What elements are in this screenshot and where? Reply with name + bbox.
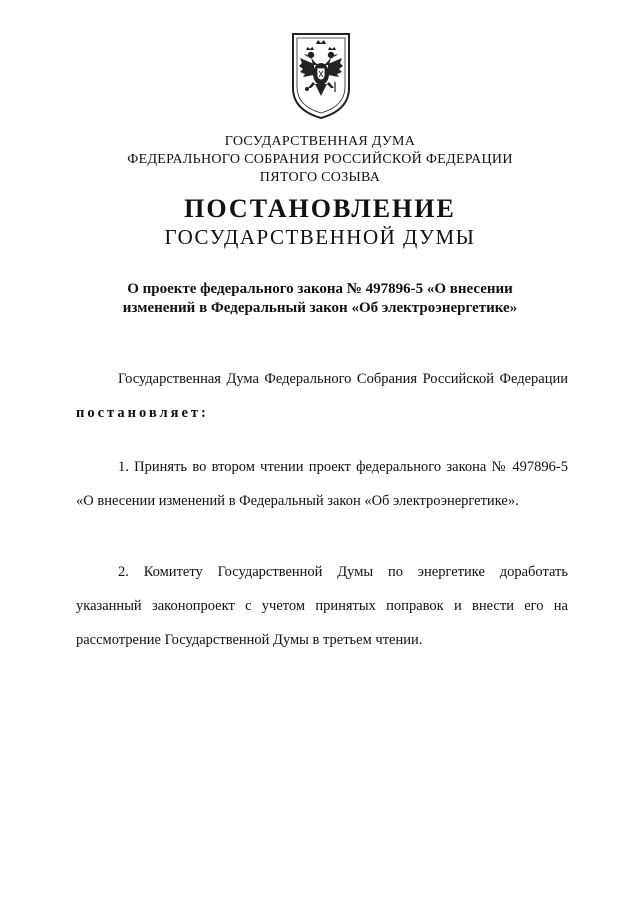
subject-line-2: изменений в Федеральный закон «Об электроэнергетике» (122, 300, 518, 316)
item-2-paragraph: 2. Комитету Государственной Думы по энергетике доработать указанный законопроект с учетом принятых поправок и внести его на рассмотрение Государственной Думы в третьем чтении. (76, 564, 568, 648)
item-1-paragraph: 1. Принять во втором чтении проект федерального закона № 497896-5 «О внесении изменений в Федеральный закон «Об электроэнергетике». (76, 459, 568, 509)
subject-line-1: О проекте федерального закона № 497896-5 «О внесении (127, 281, 513, 297)
document-title: ПОСТАНОВЛЕНИЕ (184, 194, 456, 223)
header-line-3: ПЯТОГО СОЗЫВА (259, 170, 381, 185)
preamble-paragraph (76, 362, 568, 430)
header-line-2: ФЕДЕРАЛЬНОГО СОБРАНИЯ РОССИЙСКОЙ ФЕДЕРАЦИИ (127, 152, 513, 167)
header-line-1: ГОСУДАРСТВЕННАЯ ДУМА (224, 134, 416, 149)
preamble-emphasis: постановляет: (76, 405, 209, 421)
double-headed-eagle-icon (290, 30, 352, 120)
preamble-text: Государственная Дума Федерального Собрания Российской Федерации (118, 371, 568, 387)
document-subtitle: ГОСУДАРСТВЕННОЙ ДУМЫ (164, 225, 476, 249)
subject-heading (0, 280, 640, 318)
